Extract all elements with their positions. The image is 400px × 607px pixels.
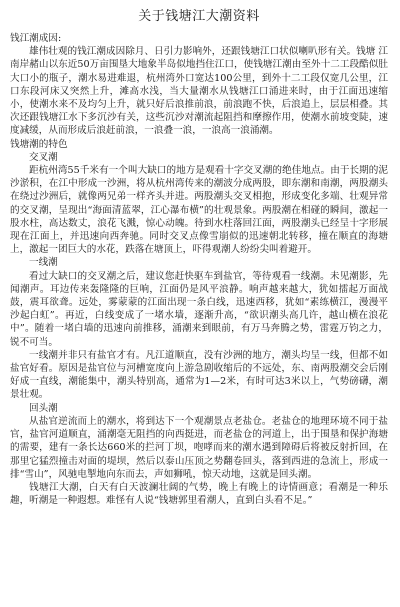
formation-heading: 钱江潮成因: — [10, 33, 62, 44]
return-tide-paragraph: 从盐官逆流而上的潮水，将到达下一个观潮景点老盐仓。老盐仓的地理环境不同于盐官，盐官河道顺直，涌潮毫无阻挡的向西挺进，而老盐仓的河道上，出于围垦和保护海塘的需要，建有一条长达660米的拦河丁坝，咆哮而来的潮水遇到障碍后将被反射折回，在那里它猛烈撞击对面的堤坝，然后以泰山压顶之势翻卷回头，落到西进的急流上，形成一排“雪山”，风驰电掣地向东而去，声如狮吼，惊天动地，这就是回头潮。 — [10, 415, 388, 480]
return-tide-heading: 回头潮 — [29, 402, 58, 414]
cross-tide-heading: 交叉潮 — [29, 151, 58, 163]
cross-tide-paragraph: 距杭州湾55千米有一个叫大缺口的地方是观看十字交叉潮的绝佳地点。由于长期的泥沙淤积，在江中形成一沙洲，将从杭州湾传来的潮波分成两股，即东潮和南潮，两股潮头在绕过沙洲后，就像两兄弟一样齐头并进。两股潮头交叉相抱，形成变化多端、壮观异常的交叉潮，呈现出“海面清蓝翠，江心瀑布横”的壮观景象。两股潮在相碰的瞬间，激起一股水柱，高达数丈，浪花飞溅，惊心动魄。待到水柱落回江面，两股潮头已经呈十字形展现在江面上，并迅速向西奔驰。同时交叉点像雪崩似的迅速朝北转移，撞在顺直的海塘上，激起一团巨大的水花，跌落在塘顶上，吓得观潮人纷纷尖叫着避开。 — [10, 165, 388, 256]
document-title: 关于钱塘江大潮资料 — [138, 9, 260, 24]
line-tide-heading: 一线潮 — [29, 257, 58, 269]
line-tide-paragraph-1: 看过大缺口的交叉潮之后，建议您赶快驱车到盐官，等待观看一线潮。未见潮影，先闻潮声。耳边传来轰隆隆的巨响，江面仍是风平浪静。响声越来越大，犹如擂起万面战鼓，震耳欲聋。远处，雾蒙蒙的江面出现一条白线，迅速西移，犹如“素练横江，漫漫平沙起白虹”。再近，白线变成了一堵水墙，逐渐升高，“欲识潮头高几许，越山横在浪花中”。随着一堵白墙的迅速向前推移，涌潮来到眼前，有万马奔腾之势，雷霆万钧之力，锐不可当。 — [10, 270, 388, 348]
formation-paragraph: 雄伟壮观的钱江潮成因除月、日引力影响外，还跟钱塘江口状似喇叭形有关。钱塘 江南岸赭山以东近50万亩围垦大地象半岛似地挡住江口，使钱塘江潮由至外十二工段酷似肚大口小的瓶子，潮水易进难退，杭州湾外口宽达100公里，到外十二工段仅宽几公里，江口东段河床又突然上升，滩高水浅，当大量潮水从钱塘江口涌进来时，由于江面迅速缩小，使潮水来不及均匀上升，就只好后浪推前浪，前浪跑不快，后浪追上，层层相叠。其次还跟钱塘江水下多沉沙有关，这些沉沙对潮流起阻挡和摩擦作用，使潮水前坡变陡，速度减缓，从而形成后浪赶前浪，一浪叠一浪，一浪高一浪涌潮。 — [10, 46, 388, 137]
features-heading: 钱塘潮的特色 — [10, 138, 68, 150]
closing-paragraph: 钱塘江大潮，白天有白天波澜壮阔的气势，晚上有晚上的诗情画意；看潮是一种乐趣，听潮是一种遐想。难怪有人说“钱塘郭里看潮人，直到白头看不足。” — [10, 481, 388, 507]
line-tide-paragraph-2: 一线潮并非只有盐官才有。凡江道顺直，没有沙洲的地方，潮头均呈一线，但都不如盐官好看。原因是盐官位与河槽宽度向上游急剧收缩后的不远处，东、南两股潮交会后刚好成一直线，潮能集中，潮头特别高，通常为1—2米，有时可达3米以上，气势磅礴，潮景壮观。 — [10, 349, 388, 401]
